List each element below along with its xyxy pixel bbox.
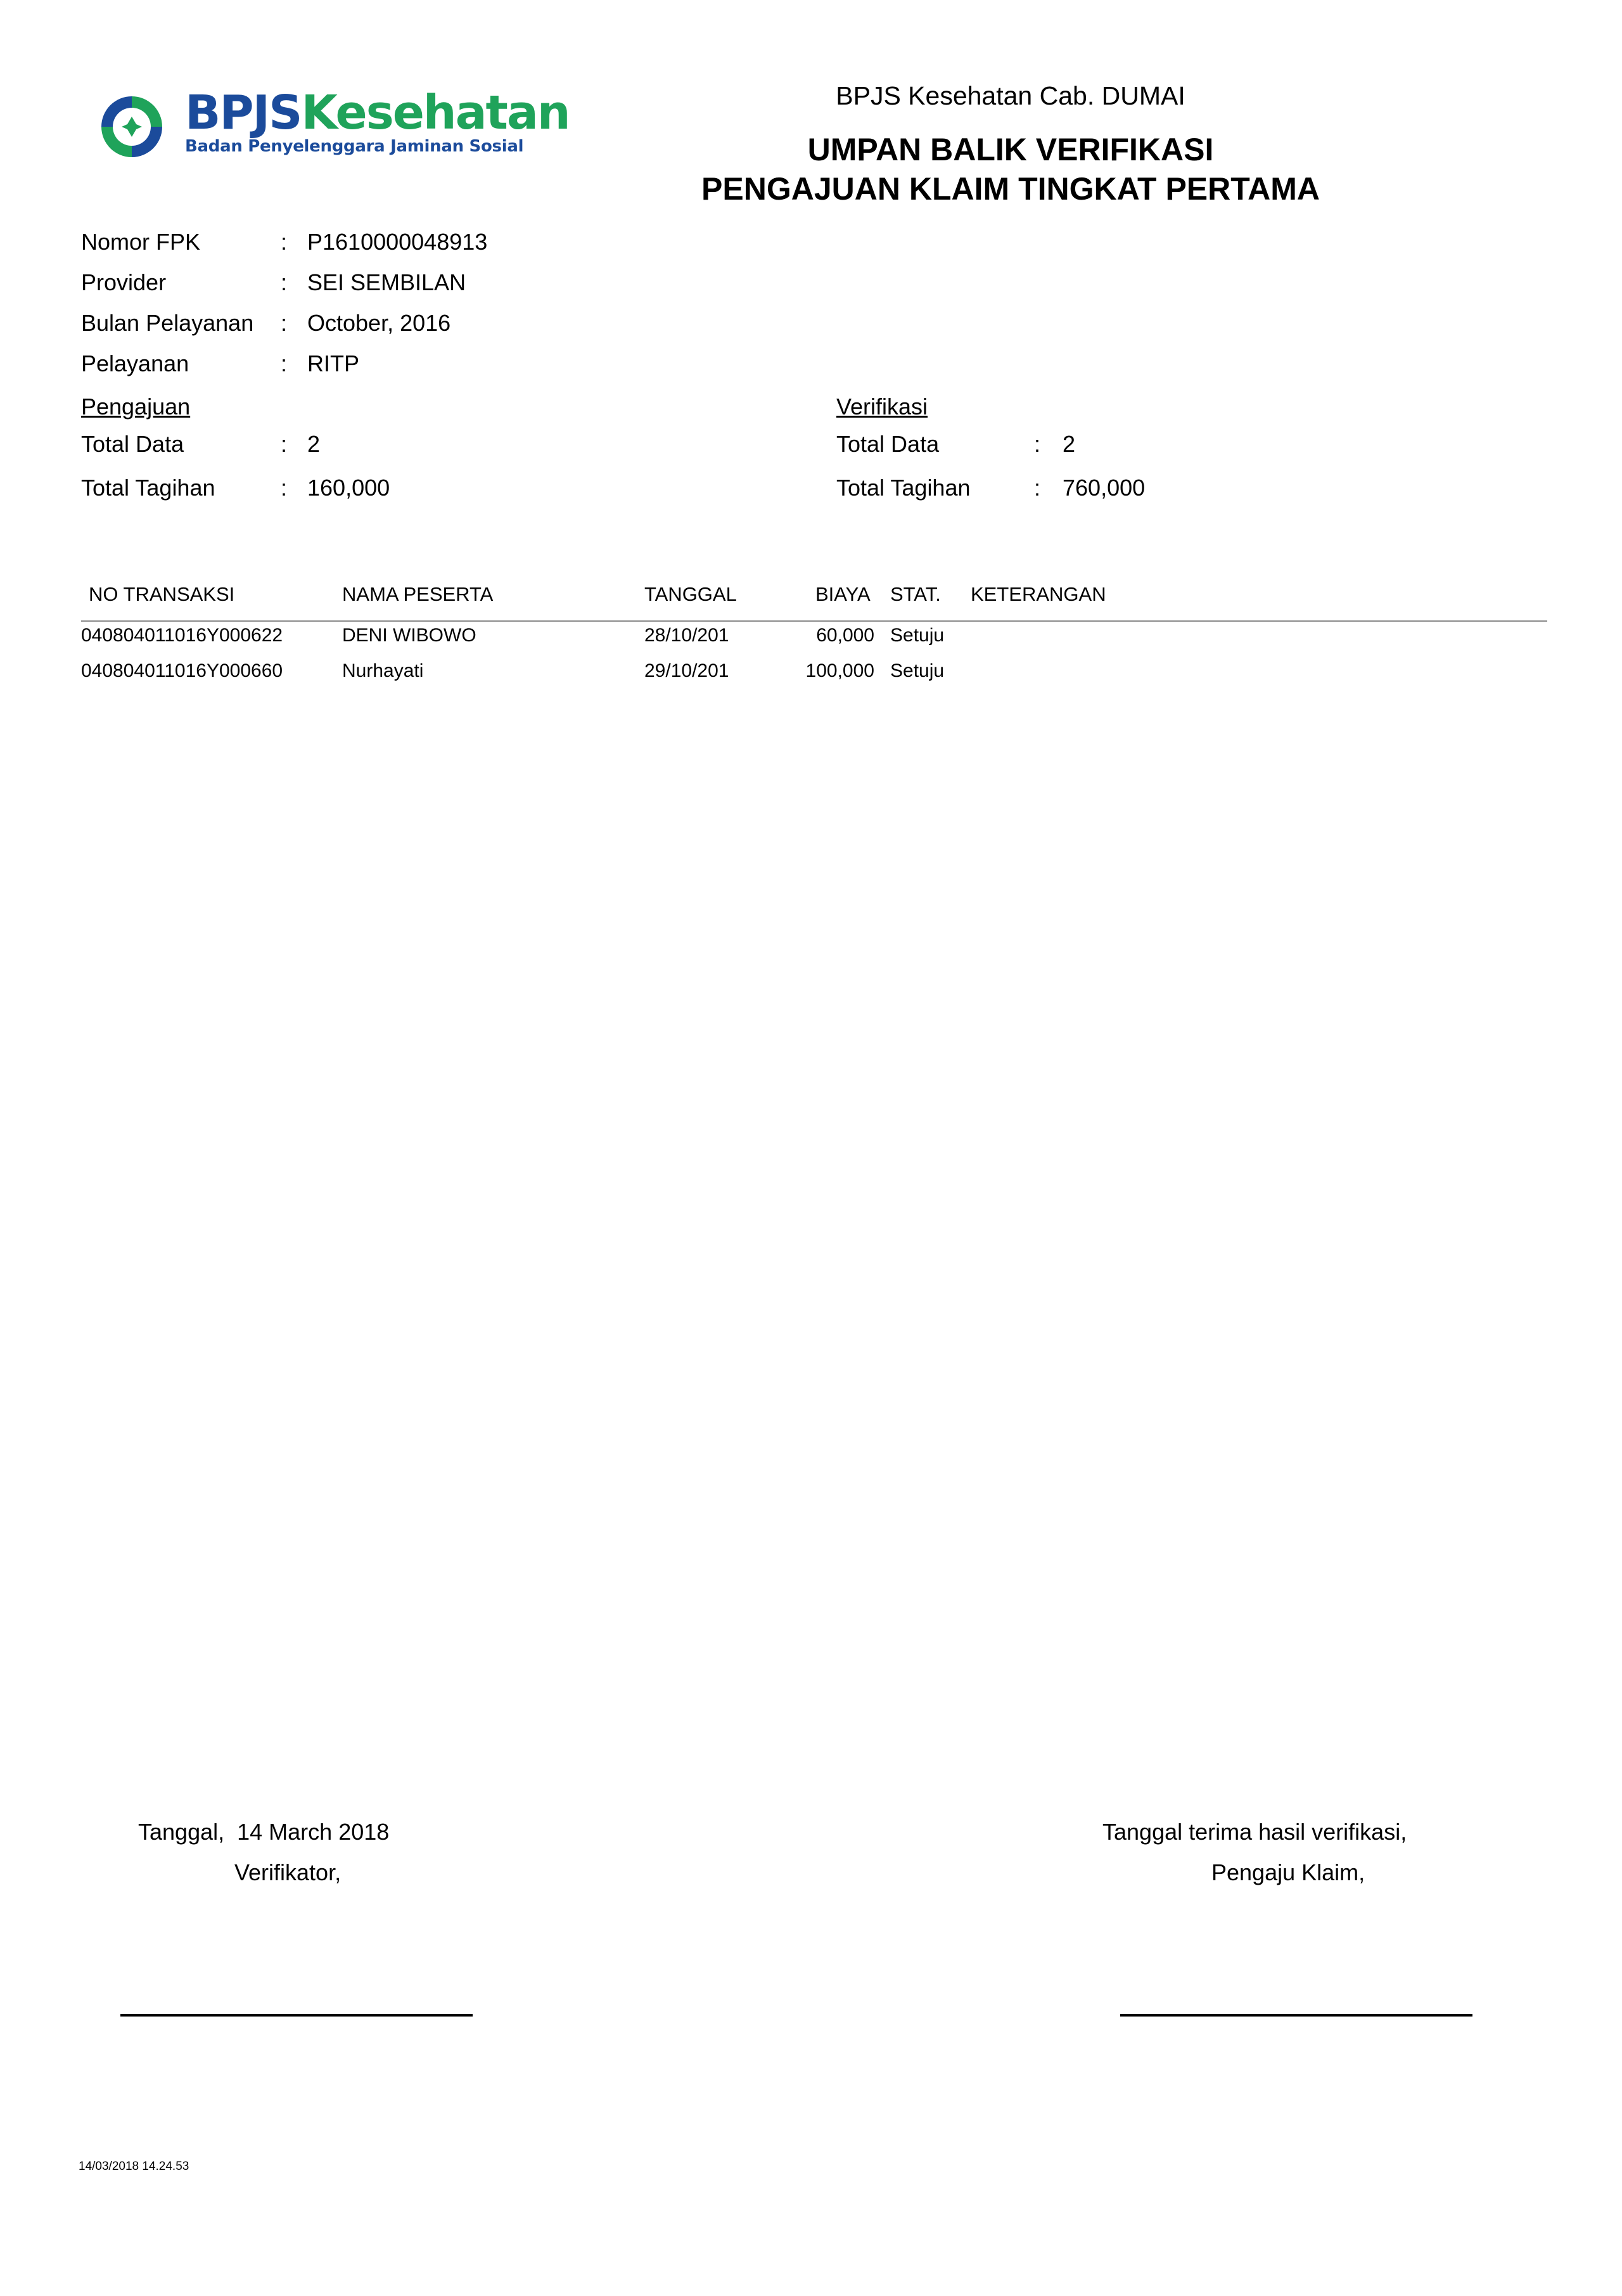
pengajuan-total-data-label: Total Data <box>81 431 184 457</box>
info-label-bulan-pelayanan: Bulan Pelayanan <box>81 310 254 336</box>
logo-subtitle: Badan Penyelenggara Jaminan Sosial <box>185 137 524 156</box>
cell-nama-peserta: DENI WIBOWO <box>342 625 476 646</box>
info-value-provider: SEI SEMBILAN <box>307 269 466 295</box>
logo-brand-part2: Kesehatan <box>301 86 570 140</box>
info-separator: : <box>281 350 288 376</box>
table-header-divider <box>81 620 1547 622</box>
pengajuan-heading: Pengajuan <box>81 394 191 420</box>
print-timestamp: 14/03/2018 14.24.53 <box>79 2160 189 2173</box>
cell-biaya: 100,000 <box>805 660 874 681</box>
table-header-tanggal: TANGGAL <box>644 583 737 605</box>
document-title-line1: UMPAN BALIK VERIFIKASI <box>807 132 1214 167</box>
pengajuan-total-data-value: 2 <box>307 431 321 457</box>
verifikator-label: Verifikator, <box>234 1859 342 1885</box>
cell-biaya: 60,000 <box>816 625 874 646</box>
verifikasi-heading: Verifikasi <box>836 394 928 420</box>
footer-date-value: 14 March 2018 <box>237 1819 390 1845</box>
info-separator: : <box>281 269 288 295</box>
info-separator: : <box>281 229 288 255</box>
info-value-pelayanan: RITP <box>307 350 360 376</box>
pengaju-signature-line <box>1120 2014 1472 2017</box>
verifikasi-total-data-label: Total Data <box>836 431 940 457</box>
branch-name: BPJS Kesehatan Cab. DUMAI <box>836 81 1185 110</box>
bpjs-logo <box>96 85 570 167</box>
cell-tanggal: 29/10/201 <box>644 660 729 681</box>
info-separator: : <box>1034 475 1041 501</box>
info-label-nomor-fpk: Nomor FPK <box>81 229 201 255</box>
bpjs-emblem-icon <box>96 91 167 162</box>
verifikasi-total-tagihan-value: 760,000 <box>1063 475 1146 501</box>
cell-stat: Setuju <box>890 625 945 646</box>
footer-date <box>138 1819 389 1845</box>
info-value-nomor-fpk: P1610000048913 <box>307 229 488 255</box>
logo-wordmark <box>185 87 570 156</box>
info-separator: : <box>1034 431 1041 457</box>
pengajuan-total-tagihan-label: Total Tagihan <box>81 475 215 501</box>
logo-brand-part1: BPJS <box>185 86 302 140</box>
footer-date-label: Tanggal, <box>138 1819 225 1845</box>
verifikasi-total-tagihan-label: Total Tagihan <box>836 475 971 501</box>
table-header-nama-peserta: NAMA PESERTA <box>342 583 494 605</box>
cell-stat: Setuju <box>890 660 945 681</box>
pengaju-klaim-label: Pengaju Klaim, <box>1211 1859 1365 1885</box>
info-label-pelayanan: Pelayanan <box>81 350 189 376</box>
document-title-line2: PENGAJUAN KLAIM TINGKAT PERTAMA <box>701 171 1320 207</box>
table-header-stat: STAT. <box>890 583 941 605</box>
verifikasi-total-data-value: 2 <box>1063 431 1076 457</box>
table-header-keterangan: KETERANGAN <box>971 583 1106 605</box>
cell-nama-peserta: Nurhayati <box>342 660 424 681</box>
pengajuan-total-tagihan-value: 160,000 <box>307 475 390 501</box>
info-value-bulan-pelayanan: October, 2016 <box>307 310 451 336</box>
receive-date-label: Tanggal terima hasil verifikasi, <box>1102 1819 1407 1845</box>
cell-no-transaksi: 040804011016Y000660 <box>81 660 283 681</box>
info-separator: : <box>281 475 288 501</box>
cell-tanggal: 28/10/201 <box>644 625 729 646</box>
cell-no-transaksi: 040804011016Y000622 <box>81 625 283 646</box>
info-separator: : <box>281 310 288 336</box>
logo-brand-name <box>185 87 570 138</box>
info-separator: : <box>281 431 288 457</box>
table-header-no-transaksi: NO TRANSAKSI <box>89 583 235 605</box>
table-header-biaya: BIAYA <box>815 583 871 605</box>
info-label-provider: Provider <box>81 269 167 295</box>
verifikator-signature-line <box>120 2014 473 2017</box>
